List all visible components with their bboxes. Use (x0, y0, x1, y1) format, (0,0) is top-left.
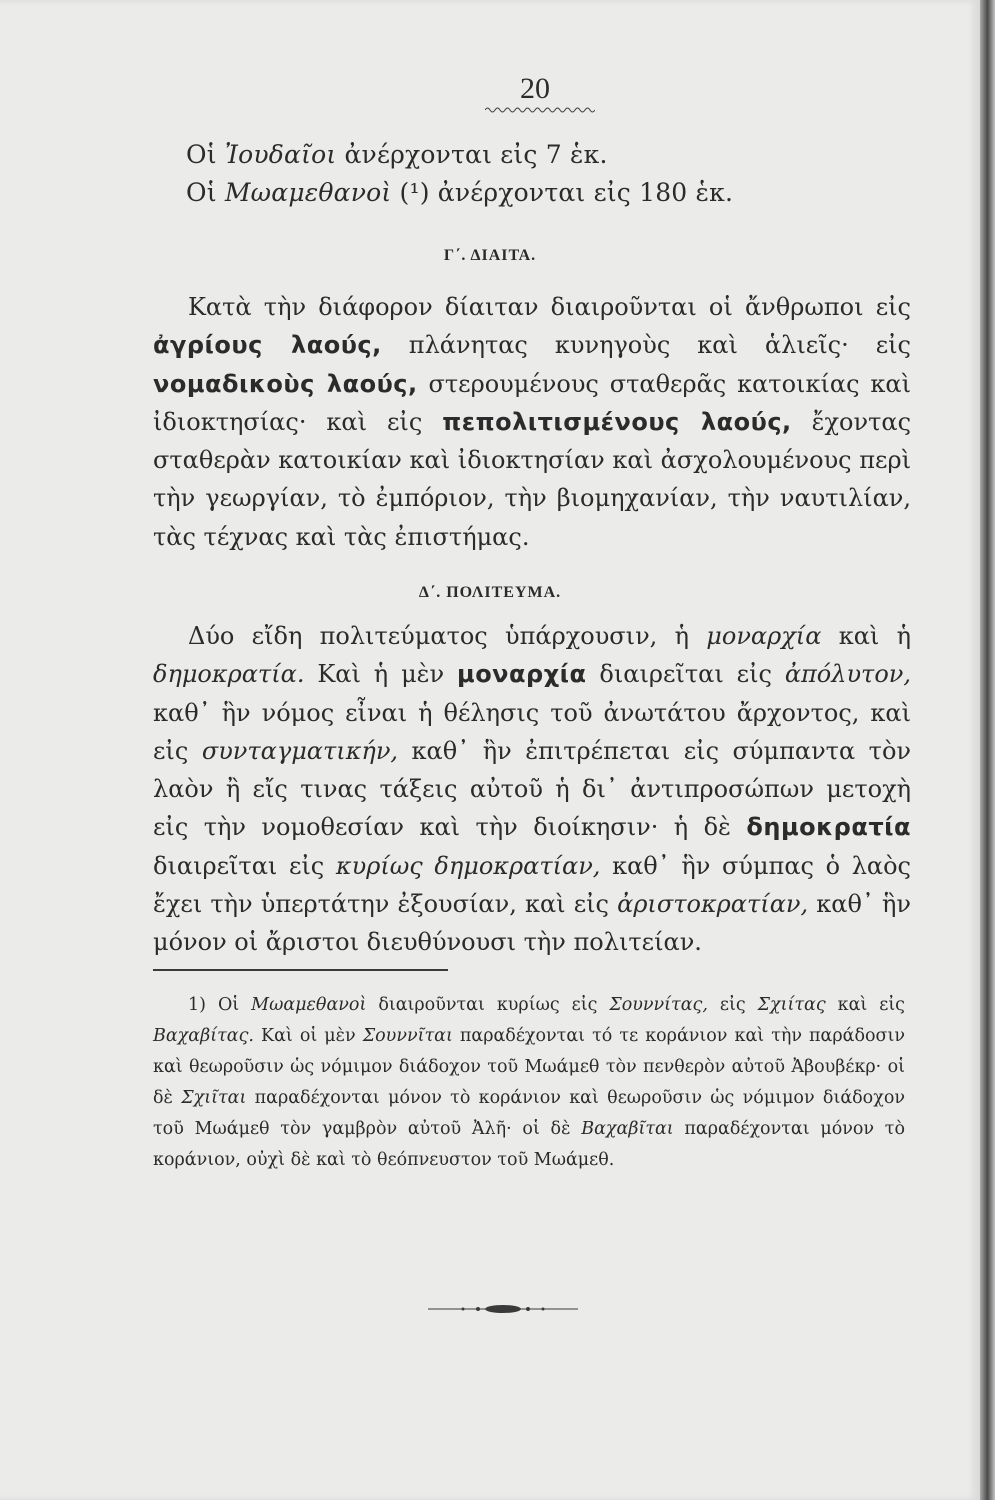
page-edge (980, 0, 995, 1500)
footnote-rule (153, 969, 448, 971)
paragraph-polity: Δύο εἴδη πολιτεύματος ὑπάρχουσιν, ἡ μοναρχία καὶ ἡ δημοκρατία. Καὶ ἡ μὲν μοναρχία διαιρεῖται εἰς ἀπόλυτον, καθ᾽ ἣν νόμος εἶναι ἡ θέλησις τοῦ ἀνωτάτου ἄρχοντος, καὶ εἰς συνταγματικήν, καθ᾽ ἣν ἐπιτρέπεται εἰς σύμπαντα τὸν λαὸν ἢ εἴς τινας τάξεις αὐτοῦ ἡ δι᾽ ἀντιπροσώπων μετοχὴ εἰς τὴν νομοθεσίαν καὶ τὴν διοίκησιν· ἡ δὲ δημοκρατία διαιρεῖται εἰς κυρίως δημοκρατίαν, καθ᾽ ἣν σύμπας ὁ λαὸς ἔχει τὴν ὑπερτάτην ἐξουσίαν, καὶ εἰς ἀριστοκρατίαν, καθ᾽ ἣν μόνον οἱ ἄριστοι διευθύνουσι τὴν πολιτείαν. (153, 622, 911, 957)
page-number: 20 (520, 72, 550, 105)
end-ornament (428, 1303, 578, 1315)
stat-line-muslims: Οἱ Μωαμεθανοὶ (¹) ἀνέρχονται εἰς 180 ἑκ. (186, 178, 734, 207)
wavy-rule-ornament (485, 106, 595, 114)
heading-diet: Γ΄. ΔΙΑΙΤΑ. (443, 247, 537, 264)
stat-line-jews: Οἱ Ἰουδαῖοι ἀνέρχονται εἰς 7 ἑκ. (186, 140, 608, 169)
heading-polity: Δ΄. ΠΟΛΙΤΕΥΜΑ. (418, 584, 562, 601)
paragraph-diet: Κατὰ τὴν διάφορον δίαιταν διαιροῦνται οἱ ἄνθρωποι εἰς ἀγρίους λαούς, πλάνητας κυνηγοὺς καὶ ἁλιεῖς· εἰς νομαδικοὺς λαούς, στερουμένους σταθερᾶς κατοικίας καὶ ἰδιοκτησίας· καὶ εἰς πεπολιτισμένους λαούς, ἔχοντας σταθερὰν κατοικίαν καὶ ἰδιοκτησίαν καὶ ἀσχολουμένους περὶ τὴν γεωργίαν, τὸ ἐμπόριον, τὴν βιομηχανίαν, τὴν ναυτιλίαν, τὰς τέχνας καὶ τὰς ἐπιστήμας. (153, 293, 912, 551)
footnote: 1) Οἱ Μωαμεθανοὶ διαιροῦνται κυρίως εἰς Σουννίτας, εἰς Σχιίτας καὶ εἰς Βαχαβίτας. Καὶ οἱ μὲν Σουννῖται παραδέχονται τό τε κοράνιον καὶ τὴν παράδοσιν καὶ θεωροῦσιν ὡς νόμιμον διάδοχον τοῦ Μωάμεθ τὸν πενθερὸν αὐτοῦ Ἀβουβέκρ· οἱ δὲ Σχιῖται παραδέχονται μόνον τὸ κοράνιον καὶ θεωροῦσιν ὡς νόμιμον διάδοχον τοῦ Μωάμεθ τὸν γαμβρὸν αὐτοῦ Ἀλῆ· οἱ δὲ Βαχαβῖται παραδέχονται μόνον τὸ κοράνιον, οὐχὶ δὲ καὶ τὸ θεόπνευστον τοῦ Μωάμεθ. (153, 995, 906, 1170)
